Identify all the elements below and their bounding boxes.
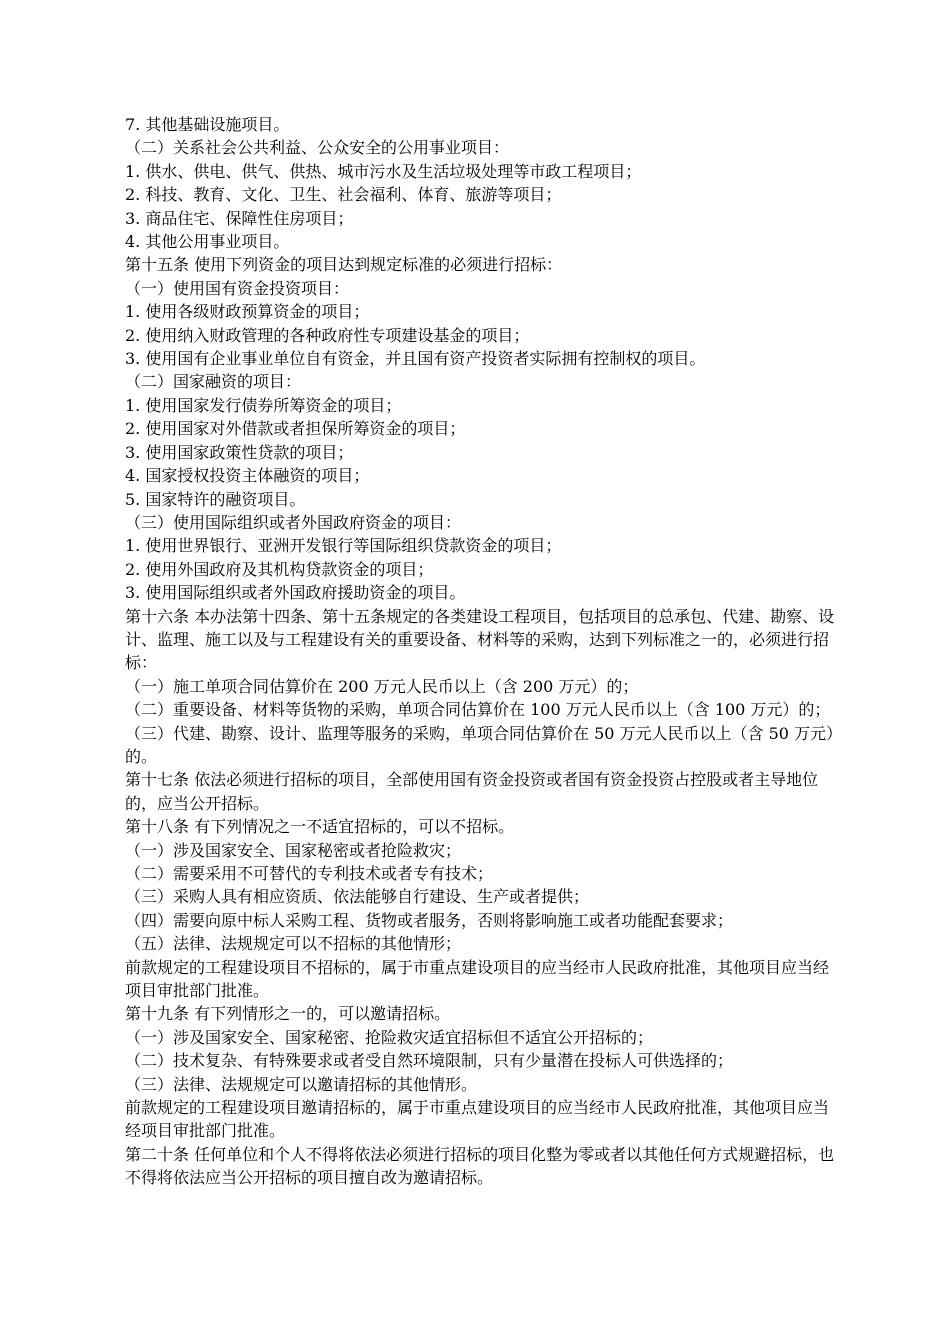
text-line: （五）法律、法规规定可以不招标的其他情形； bbox=[125, 934, 462, 954]
text-paragraph: 前款规定的工程建设项目不招标的，属于市重点建设项目的应当经市人民政府批准，其他项目应当经项目审批部门批准。 bbox=[125, 957, 830, 1001]
text-line: （三）法律、法规规定可以邀请招标的其他情形。 bbox=[125, 1074, 478, 1094]
article-heading: 第十九条 有下列情形之一的，可以邀请招标。 bbox=[125, 1004, 451, 1024]
text-line: （二）需要采用不可替代的专利技术或者专有技术； bbox=[125, 864, 494, 883]
text-line: （一）涉及国家安全、国家秘密、抢险救灾适宜招标但不适宜公开招标的； bbox=[125, 1027, 654, 1047]
text-line: （一）涉及国家安全、国家秘密或者抢险救灾； bbox=[125, 840, 462, 860]
text-line: （三）使用国际组织或者外国政府资金的项目： bbox=[125, 512, 462, 532]
text-line: 1. 使用国家发行债券所筹资金的项目； bbox=[125, 395, 402, 415]
text-line: （一）使用国有资金投资项目： bbox=[125, 278, 350, 298]
text-line: 3. 商品住宅、保障性住房项目； bbox=[125, 208, 354, 228]
article-paragraph: 第二十条 任何单位和个人不得将依法必须进行招标的项目化整为零或者以其他任何方式规避招标，也不得将依法应当公开招标的项目擅自改为邀请招标。 bbox=[125, 1144, 835, 1188]
text-line: 5. 国家特许的融资项目。 bbox=[125, 489, 306, 509]
text-line: 7. 其他基础设施项目。 bbox=[125, 115, 290, 134]
text-line: 3. 使用国际组织或者外国政府援助资金的项目。 bbox=[125, 583, 466, 603]
text-line: 4. 其他公用事业项目。 bbox=[125, 232, 290, 252]
text-line: 3. 使用国家政策性贷款的项目； bbox=[125, 442, 354, 462]
article-heading: 第十八条 有下列情况之一不适宜招标的，可以不招标。 bbox=[125, 817, 515, 837]
text-line: （二）关系社会公共利益、公众安全的公用事业项目： bbox=[125, 138, 510, 158]
document-body bbox=[125, 113, 835, 1190]
text-line: 2. 使用外国政府及其机构贷款资金的项目； bbox=[125, 559, 434, 579]
text-line: 2. 使用国家对外借款或者担保所筹资金的项目； bbox=[125, 419, 466, 439]
text-line: 2. 科技、教育、文化、卫生、社会福利、体育、旅游等项目； bbox=[125, 185, 562, 205]
text-line: （二）重要设备、材料等货物的采购，单项合同估算价在 100 万元人民币以上（含 100 万元）的； bbox=[125, 700, 831, 720]
text-line: （二）国家融资的项目： bbox=[125, 372, 302, 392]
text-line: 1. 使用各级财政预算资金的项目； bbox=[125, 302, 370, 322]
text-paragraph: 前款规定的工程建设项目邀请招标的，属于市重点建设项目的应当经市人民政府批准，其他项目应当经项目审批部门批准。 bbox=[125, 1098, 830, 1141]
text-line: 2. 使用纳入财政管理的各种政府性专项建设基金的项目； bbox=[125, 325, 530, 345]
text-line: 4. 国家授权投资主体融资的项目； bbox=[125, 466, 370, 486]
article-paragraph: 第十七条 依法必须进行招标的项目，全部使用国有资金投资或者国有资金投资占控股或者主导地位的，应当公开招标。 bbox=[125, 770, 819, 813]
text-line: 3. 使用国有企业事业单位自有资金，并且国有资产投资者实际拥有控制权的项目。 bbox=[125, 349, 706, 369]
text-line: 1. 供水、供电、供气、供热、城市污水及生活垃圾处理等市政工程项目； bbox=[125, 161, 642, 181]
text-line: 1. 使用世界银行、亚洲开发银行等国际组织贷款资金的项目； bbox=[125, 536, 562, 556]
text-line: （一）施工单项合同估算价在 200 万元人民币以上（含 200 万元）的； bbox=[125, 676, 639, 696]
text-line: （二）技术复杂、有特殊要求或者受自然环境限制，只有少量潜在投标人可供选择的； bbox=[125, 1051, 734, 1071]
article-heading: 第十五条 使用下列资金的项目达到规定标准的必须进行招标： bbox=[125, 255, 563, 275]
text-line: （三）代建、勘察、设计、监理等服务的采购，单项合同估算价在 50 万元人民币以上（含 50 万元）的。 bbox=[125, 723, 835, 766]
text-line: （四）需要向原中标人采购工程、货物或者服务，否则将影响施工或者功能配套要求； bbox=[125, 910, 734, 930]
article-paragraph: 第十六条 本办法第十四条、第十五条规定的各类建设工程项目，包括项目的总承包、代建、勘察、设计、监理、施工以及与工程建设有关的重要设备、材料等的采购，达到下列标准之一的，必须进行招标： bbox=[125, 606, 835, 673]
text-line: （三）采购人具有相应资质、依法能够自行建设、生产或者提供； bbox=[125, 887, 590, 907]
